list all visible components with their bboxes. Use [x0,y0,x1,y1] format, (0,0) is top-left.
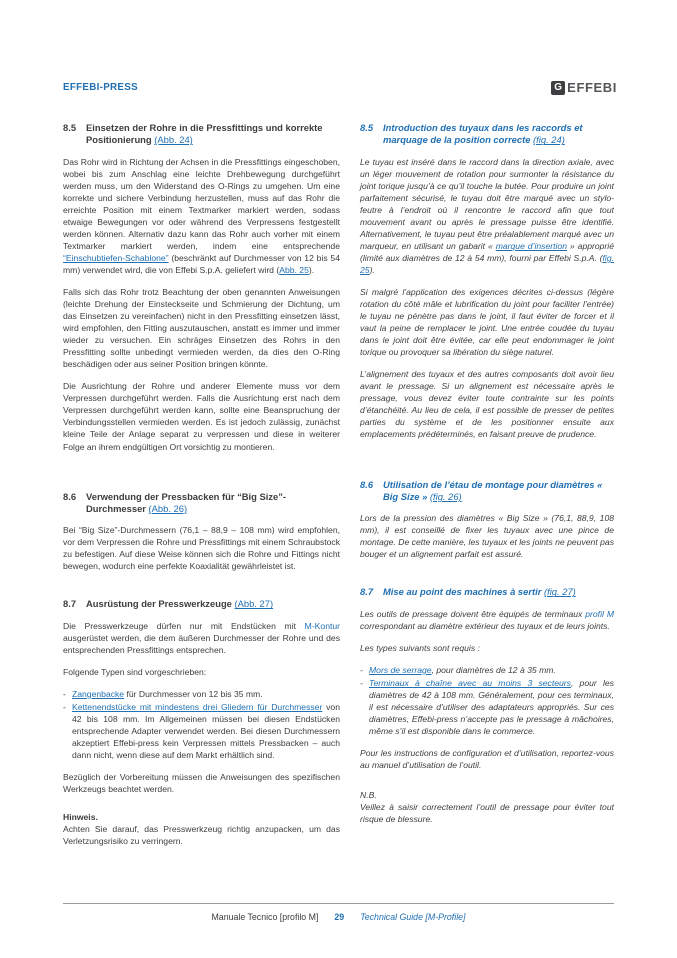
paragraph-text: ). [308,265,315,276]
note-body: Achten Sie darauf, das Presswerkzeug richtig anzupacken, um das Verletzungsrisiko zu verringern. [63,824,340,847]
bullet-dash: - [360,677,363,688]
inline-link[interactable]: Zangenbacke [72,689,125,699]
paragraph: Bei “Big Size”-Durchmessern (76,1 – 88,9 – 108 mm) wird empfohlen, vor dem Verpressen die Rohre und Pressfittings mit einem Schraubstock zu befestigen. Auf diese Weise können sich die Rohre und Fittings nicht bewegen, wodurch eine perfekte Koaxialität gewährleistet ist. [63,525,340,572]
section-number: 8.7 [63,598,77,610]
requirements-list [360,664,614,737]
paragraph [63,156,340,276]
paragraph-text: ausgerüstet werden, die dem äußeren Durchmesser der Rohre und des entsprechenden Pressfittings entsprechen. [63,632,340,655]
section-number: 8.6 [360,478,374,490]
inline-link[interactable]: Mors de serrage [369,664,432,675]
list-item-text [72,701,340,761]
bullet-dash: - [63,702,66,713]
figure-ref-link[interactable]: (fig. 24) [533,134,565,146]
paragraph-text: Das Rohr wird in Richtung der Achsen in die Pressfittings eingeschoben, wobei bis zum Anschlag eine leichte Drehbewegung durchgeführt werden muss, um den Widerstand des O-Rings zu umgehen. Um eine korrekte und sichere Verbindung herzustellen, muss auf das Rohr die erreichte Position mit einem Textmarker markiert werden, sodass etwaige Bewegungen vor oder während des Verpressens festgestellt werden können. Alternativ dazu kann das Rohr auch vorher mit einem Textmarker markiert werden, indem eine entsprechende [63,156,340,252]
paragraph-text: (beschränkt auf Durchmesser von 12 bis 54 mm) verwendet wird, die von Effebi S.p.A. geliefert wird ( [63,253,340,276]
paragraph-text: von 42 bis 108 mm. Im Allgemeinen müssen bei diesen Endstücken entsprechende Adapter verwendet werden. Bei diesen Durchmessern akzeptiert Effebi-press kein Verpressen mittels Pressbacken – auch dann nicht, wenn diese auf dem Markt erhältlich sind. [72,702,340,761]
inline-term: M-Kontur [304,620,340,631]
section-title-text: Mise au point des machines à sertir [383,586,544,598]
german-column [63,122,340,847]
list-item [360,677,614,737]
page-footer [63,903,614,922]
paragraph-text: Die Presswerkzeuge dürfen nur mit Endstücken mit [63,620,305,631]
inline-link[interactable]: Kettenendstücke mit mindestens drei Gliedern für Durchmesser [72,702,323,713]
note-body: Veillez à saisir correctement l’outil de pressage pour éviter tout risque de blessure. [360,802,614,825]
list-item [63,701,340,761]
page-header [63,80,617,95]
section-number: 8.5 [63,122,77,133]
french-column [360,122,614,847]
paragraph [360,608,614,632]
bullet-dash: - [63,689,66,699]
section-title [383,479,614,504]
figure-ref-link[interactable]: (Abb. 27) [234,598,274,610]
paragraph-text: correspondant au diamètre extérieur des tuyaux et de leurs joints. [360,620,610,631]
section-heading-de-8-5 [63,122,340,147]
figure-ref-link[interactable]: (fig. 26) [429,490,462,502]
paragraph-text: » approprié (limité aux diamètres de 12 à 54 mm), fourni par Effebi S.p.A. ( [360,241,614,264]
note-title: N.B. [360,790,377,801]
paragraph: Pour les instructions de configuration et d’utilisation, reportez-vous au manuel d’utilisation de l’outil. [360,748,614,771]
section-title [86,491,340,516]
paragraph: Si malgré l’application des exigences décrites ci-dessus (légère rotation du côté mâle et lubrification du joint pour faciliter l’entrée) le tuyau ne pénètre pas dans le joint, il faut éviter de forcer et il vaut la peine de remplacer le joint. Une entrée coudée du tuyau dans le joint doit être évitée, car elle peut endommager le joint torique ou provoquer sa libération du siège naturel. [360,287,614,358]
paragraph [63,620,340,656]
requirements-list [63,688,340,761]
list-item-text [369,677,614,737]
note-title: Hinweis. [63,812,98,823]
section-title [86,598,340,610]
inline-link[interactable]: marque d’insertion [495,241,567,252]
paragraph-text: ). [369,265,375,276]
content-columns [63,122,614,847]
paragraph: Lors de la pression des diamètres « Big Size » (76,1, 88,9, 108 mm), il est conseillé de fixer les tuyaux avec une pince de montage. De cette manière, les tuyaux et les joints ne peuvent pas bouger et un alignement parfait est assuré. [360,513,614,560]
section-title [383,122,614,147]
list-item-text [369,664,614,676]
figure-ref-link[interactable]: Abb. 25 [279,265,309,276]
figure-ref-link[interactable]: (Abb. 24) [154,134,193,146]
paragraph: Bezüglich der Vorbereitung müssen die Anweisungen des spezifischen Werkzeugs beachtet werden. [63,772,340,795]
section-heading-fr-8-6 [360,479,614,504]
section-number: 8.7 [360,586,374,598]
paragraph-text: Le tuyau est inséré dans le raccord dans la direction axiale, avec un léger mouvement de rotation pour surmonter la résistance du joint torique jusqu’à ce qu’il touche la butée. Pour produire un joint parfaitement sécurisé, le tuyau doit être marqué avec un stylo-feutre à l’endroit où il rencontre le raccord afin que tout mouvement avant ou après le pressage puisse être identifié. Alternativement, le tuyau peut être préalablement marqué avec un marqueur, en utilisant un gabarit « [360,156,614,252]
paragraph-text: Les outils de pressage doivent être équipés de terminaux [360,608,586,619]
list-item-text [72,688,340,700]
section-number: 8.5 [360,122,374,133]
paragraph [360,156,614,276]
paragraph: L’alignement des tuyaux et des autres composants doit avoir lieu avant le pressage. Si un alignement est nécessaire après le pressage, vous devez éviter toute contrainte sur les points d’étanchéité. Au lieu de cela, il est possible de presser de petites parties du système et de les positionner ensuite aux emplacements prédéterminés, en faisant preuve de prudence. [360,369,614,440]
paragraph: Die Ausrichtung der Rohre und anderer Elemente muss vor dem Verpressen durchgeführt werden. Falls die Ausrichtung erst nach dem Verpressen durchgeführt werden kann, sollte eine Beanspruchung der Verbindungsstellen vermieden werden. Es ist jedoch zulässig, zunächst kleine Teile der Anlage separat zu verpressen und diese in weiterer Folge an ihrem endgültigen Ort vorsichtig zu montieren. [63,381,340,452]
section-heading-fr-8-5 [360,122,614,147]
effebi-logo-mark-icon: G [551,81,565,95]
section-title-text: Verwendung der Pressbacken für “Big Size”-Durchmesser [86,490,287,514]
section-title [383,586,614,598]
section-title-text: Ausrüstung der Presswerkzeuge [86,598,235,610]
footer-manual-title-en: Technical Guide [M-Profile] [360,912,466,922]
inline-link[interactable]: “Einschubtiefen-Schablone” [63,253,169,264]
section-heading-de-8-7 [63,598,340,610]
figure-ref-link[interactable]: (Abb. 26) [148,502,188,514]
list-item [63,688,340,700]
brand-title: EFFEBI-PRESS [63,82,138,93]
inline-term: profil M [585,608,614,619]
page-number: 29 [334,912,345,922]
paragraph-text: für Durchmesser von 12 bis 35 mm. [124,689,263,699]
section-title-text: Einsetzen der Rohre in die Pressfittings und korrekte Positionierung [86,122,323,146]
footer-manual-title-it: Manuale Tecnico [profilo M] [211,912,319,922]
paragraph: Les types suivants sont requis : [360,642,480,653]
section-title-text: Utilisation de l’étau de montage pour diamètres « Big Size » [383,478,603,502]
paragraph: Folgende Typen sind vorgeschrieben: [63,666,207,677]
section-title [86,122,340,147]
figure-ref-link[interactable]: (fig. 27) [544,586,576,598]
section-heading-fr-8-7 [360,586,614,598]
paragraph-text: , pour diamètres de 12 à 35 mm. [431,664,556,675]
section-heading-de-8-6 [63,491,340,516]
section-number: 8.6 [63,490,77,502]
paragraph-text: , pour les diamètres de 42 à 108 mm. Généralement, pour ces terminaux, il est nécessaire d’utiliser des adaptateurs appropriés. Sur ces diamètres, Effebi-press n’accepte pas le pressage à mâchoires, même s’il est disponible dans le commerce. [369,677,614,737]
effebi-logo [551,80,617,95]
paragraph: Falls sich das Rohr trotz Beachtung der oben genannten Anweisungen (leichte Drehung der Einsteckseite und Schmierung der Dichtung, um das Einsetzen zu vereinfachen) nicht in den Pressfitting einsetzen lässt, wird empfohlen, den Fitting auszutauschen, anstatt es immer und immer wieder zu versuchen. Ein schräges Einsetzen des Rohrs in den Pressfitting sollte unbedingt vermieden werden, da dies den O-Ring beschädigen oder aus seiner Position bringen könnte. [63,287,340,370]
section-title-text: Introduction des tuyaux dans les raccords et marquage de la position correcte [383,122,583,146]
inline-link[interactable]: Terminaux à chaîne avec au moins 3 secteurs [369,677,571,688]
effebi-logo-text: EFFEBI [567,80,617,95]
list-item [360,664,614,676]
bullet-dash: - [360,664,363,675]
figure-ref-link[interactable]: fig. 25 [360,253,614,276]
